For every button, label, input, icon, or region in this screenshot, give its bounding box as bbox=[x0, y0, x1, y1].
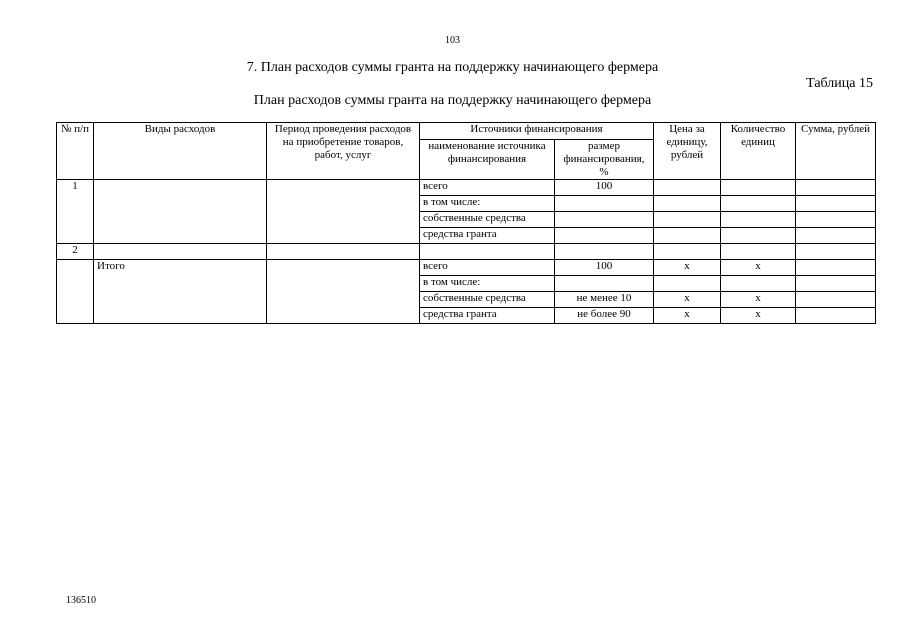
source-share-cell: не менее 10 bbox=[555, 292, 654, 308]
header-num: № п/п bbox=[57, 123, 94, 180]
period-cell bbox=[267, 180, 420, 244]
sum-cell bbox=[796, 276, 876, 292]
sum-cell bbox=[796, 292, 876, 308]
source-share-cell bbox=[555, 228, 654, 244]
period-cell bbox=[267, 244, 420, 260]
header-source-share: размер финансирования, % bbox=[555, 140, 654, 180]
unit-price-cell: х bbox=[654, 292, 721, 308]
document-code: 136510 bbox=[66, 595, 96, 606]
source-share-cell bbox=[555, 244, 654, 260]
quantity-cell: х bbox=[721, 260, 796, 276]
header-unit-price: Цена за единицу, рублей bbox=[654, 123, 721, 180]
source-name-cell: в том числе: bbox=[420, 196, 555, 212]
source-name-cell: собственные средства bbox=[420, 292, 555, 308]
header-sum: Сумма, рублей bbox=[796, 123, 876, 180]
sum-cell bbox=[796, 180, 876, 196]
total-row bbox=[57, 260, 876, 276]
table-label: Таблица 15 bbox=[806, 76, 873, 91]
grant-expense-plan-table bbox=[56, 122, 876, 324]
source-share-cell: 100 bbox=[555, 180, 654, 196]
source-share-cell bbox=[555, 276, 654, 292]
sum-cell bbox=[796, 260, 876, 276]
expense-type-cell bbox=[94, 244, 267, 260]
quantity-cell bbox=[721, 196, 796, 212]
source-share-cell: 100 bbox=[555, 260, 654, 276]
source-share-cell bbox=[555, 212, 654, 228]
source-name-cell bbox=[420, 244, 555, 260]
quantity-cell bbox=[721, 212, 796, 228]
source-share-cell: не более 90 bbox=[555, 308, 654, 324]
section-heading: 7. План расходов суммы гранта на поддержку начинающего фермера bbox=[246, 60, 659, 75]
unit-price-cell bbox=[654, 228, 721, 244]
unit-price-cell bbox=[654, 180, 721, 196]
table-title: План расходов суммы гранта на поддержку начинающего фермера bbox=[253, 93, 652, 108]
header-period: Период проведения расходов на приобретение товаров, работ, услуг bbox=[267, 123, 420, 180]
source-share-cell bbox=[555, 196, 654, 212]
header-expense-types: Виды расходов bbox=[94, 123, 267, 180]
source-name-cell: средства гранта bbox=[420, 228, 555, 244]
quantity-cell bbox=[721, 244, 796, 260]
source-name-cell: в том числе: bbox=[420, 276, 555, 292]
unit-price-cell bbox=[654, 244, 721, 260]
sum-cell bbox=[796, 212, 876, 228]
table-row bbox=[57, 244, 876, 260]
source-name-cell: собственные средства bbox=[420, 212, 555, 228]
unit-price-cell bbox=[654, 276, 721, 292]
header-quantity: Количество единиц bbox=[721, 123, 796, 180]
table-row bbox=[57, 180, 876, 196]
table-header-row bbox=[57, 123, 876, 140]
row-number: 2 bbox=[57, 244, 94, 260]
quantity-cell bbox=[721, 276, 796, 292]
source-name-cell: всего bbox=[420, 180, 555, 196]
header-source-name: наименование источника финансирования bbox=[420, 140, 555, 180]
sum-cell bbox=[796, 244, 876, 260]
sum-cell bbox=[796, 196, 876, 212]
page-number: 103 bbox=[445, 35, 460, 46]
quantity-cell: х bbox=[721, 308, 796, 324]
source-name-cell: средства гранта bbox=[420, 308, 555, 324]
row-number: 1 bbox=[57, 180, 94, 244]
quantity-cell bbox=[721, 180, 796, 196]
header-sources: Источники финансирования bbox=[420, 123, 654, 140]
total-label: Итого bbox=[94, 260, 267, 324]
unit-price-cell bbox=[654, 212, 721, 228]
sum-cell bbox=[796, 228, 876, 244]
sum-cell bbox=[796, 308, 876, 324]
row-number bbox=[57, 260, 94, 324]
period-cell bbox=[267, 260, 420, 324]
unit-price-cell: х bbox=[654, 260, 721, 276]
unit-price-cell: х bbox=[654, 308, 721, 324]
expense-type-cell bbox=[94, 180, 267, 244]
source-name-cell: всего bbox=[420, 260, 555, 276]
quantity-cell bbox=[721, 228, 796, 244]
unit-price-cell bbox=[654, 196, 721, 212]
quantity-cell: х bbox=[721, 292, 796, 308]
